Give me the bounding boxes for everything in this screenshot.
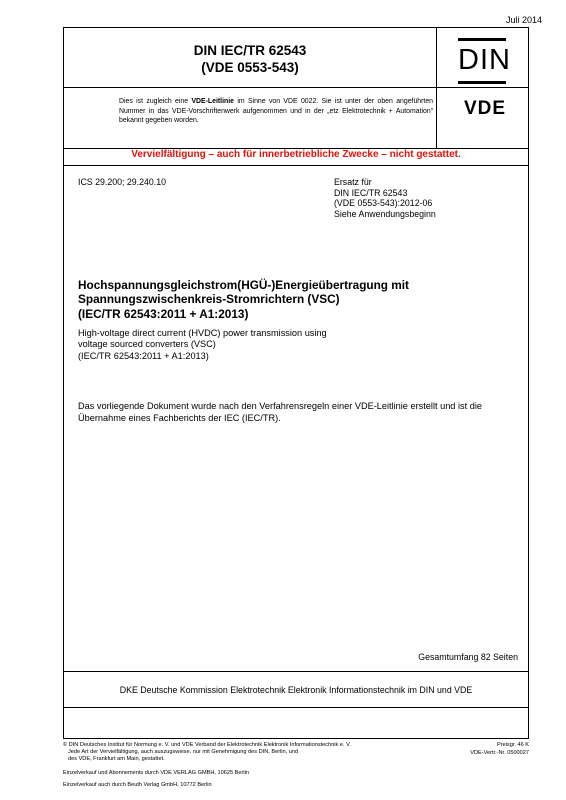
vde-classification-number: (VDE 0553-543) [201, 60, 299, 75]
pages-divider [64, 671, 528, 672]
replacement-info [334, 177, 436, 220]
committee-divider [64, 707, 528, 708]
vde-guideline-note [119, 97, 433, 126]
dke-committee: DKE Deutsche Kommission Elektrotechnik Elektronik Informationstechnik im DIN und VDE [119, 685, 473, 695]
english-title [78, 328, 518, 362]
ersatz-line: DIN IEC/TR 62543 [334, 187, 408, 198]
vde-note-text-2: im Sinne von VDE 0022. Sie ist unter der oben angeführten Nummer in das VDE-Vorschriftenwerk aufgenommen und in der „etz Elektrotechnik + Automation“ bekannt gegeben worden. [119, 98, 433, 125]
total-pages: Gesamtumfang 82 Seiten [418, 652, 518, 662]
logo-column-divider [436, 28, 437, 148]
din-logo-text: DIN [458, 44, 511, 76]
reproduction-warning: Vervielfältigung – auch für innerbetriebliche Zwecke – nicht gestattet. [131, 149, 461, 160]
ics-classification: ICS 29.200; 29.240.10 [78, 177, 167, 187]
copyright-notice [63, 742, 363, 764]
ersatz-line: (VDE 0553-543):2012-06 [334, 198, 433, 209]
vde-note-text-1: Dies ist zugleich eine [119, 98, 192, 105]
price-block [470, 742, 529, 757]
vde-note-bold: VDE-Leitlinie [191, 98, 234, 105]
document-number: DIN IEC/TR 62543 [193, 43, 307, 58]
publication-date: Juli 2014 [505, 15, 542, 25]
english-title-line: voltage sourced converters (VSC) [78, 339, 216, 350]
din-logo-top-bar [458, 38, 506, 41]
german-title [78, 278, 518, 321]
price-group: Preisgr. 46 K [496, 742, 529, 748]
document-number-block [64, 42, 436, 76]
english-title-line: (IEC/TR 62543:2011 + A1:2013) [78, 350, 209, 361]
ersatz-line: Siehe Anwendungsbeginn [334, 209, 436, 220]
vde-logo: VDE [463, 98, 507, 119]
header-divider [64, 87, 528, 88]
cover-frame [63, 27, 529, 739]
english-title-line: High-voltage direct current (HVDC) power transmission using [78, 328, 327, 338]
din-logo [458, 38, 511, 84]
german-title-line: Spannungszwischenkreis-Stromrichtern (VSC) [78, 292, 340, 307]
ersatz-line: Ersatz für [334, 177, 372, 187]
german-title-line: (IEC/TR 62543:2011 + A1:2013) [78, 306, 249, 321]
sales-info-vde: Einzelverkauf und Abonnements durch VDE VERLAG GMBH, 10625 Berlin [63, 770, 249, 776]
copyright-line: des VDE, Frankfurt am Main, gestattet. [68, 756, 165, 763]
german-title-line: Hochspannungsgleichstrom(HGÜ-)Energieübertragung mit [78, 278, 409, 292]
warning-divider [64, 165, 528, 166]
din-logo-bottom-bar [458, 81, 506, 84]
copyright-line: © DIN Deutsches Institut für Normung e. V. und VDE Verband der Elektrotechnik Elektronik Informationstechnik e. V. [63, 742, 351, 748]
sales-info-beuth: Einzelverkauf auch durch Beuth Verlag GmbH, 10772 Berlin [63, 782, 212, 788]
vde-order-number: VDE-Vertr.-Nr. 0500027 [470, 749, 529, 756]
document-description: Das vorliegende Dokument wurde nach den Verfahrensregeln einer VDE-Leitlinie erstellt und ist die Übernahme eines Fachberichts der IEC (IEC/TR). [78, 401, 482, 423]
copyright-line: Jede Art der Vervielfältigung, auch auszugsweise, nur mit Genehmigung des DIN, Berlin, und [68, 749, 299, 756]
